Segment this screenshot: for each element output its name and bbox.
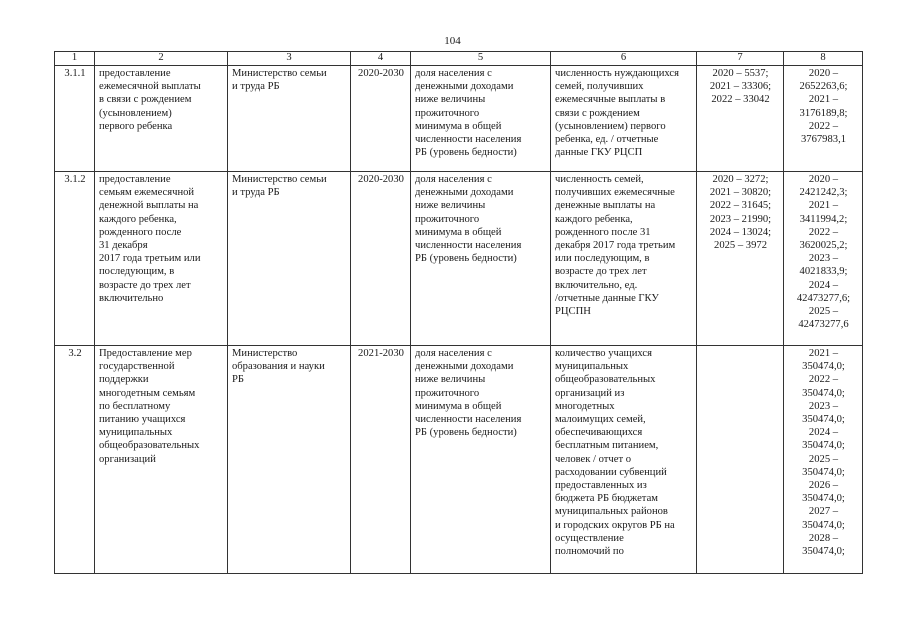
column-header: 5 bbox=[411, 52, 551, 66]
column-header: 7 bbox=[697, 52, 784, 66]
indicator-cell: доля населения с денежными доходами ниже величины прожиточного минимума в общей численности населения РБ (уровень бедности) bbox=[411, 346, 551, 574]
executor-cell: Министерство семьи и труда РБ bbox=[228, 66, 351, 172]
row-number-cell: 3.1.1 bbox=[55, 66, 95, 172]
period-cell: 2021-2030 bbox=[351, 346, 411, 574]
table-row bbox=[55, 66, 863, 172]
program-measures-table bbox=[54, 51, 863, 574]
target-values-cell: 2020 – 3272; 2021 – 30820; 2022 – 31645; 2023 – 21990; 2024 – 13024; 2025 – 3972 bbox=[697, 172, 784, 346]
table-row bbox=[55, 172, 863, 346]
column-header: 4 bbox=[351, 52, 411, 66]
funding-cell: 2020 – 2421242,3; 2021 – 3411994,2; 2022 – 3620025,2; 2023 – 4021833,9; 2024 – 42473277,6; 2025 – 42473277,6 bbox=[784, 172, 863, 346]
result-cell: численность семей, получивших ежемесячные денежные выплаты на каждого ребенка, рожденного после 31 декабря 2017 года третьим или последующим, в возрасте до трех лет включительно, ед. /отчетные данные ГКУ РЦСПН bbox=[551, 172, 697, 346]
column-header: 8 bbox=[784, 52, 863, 66]
period-cell: 2020-2030 bbox=[351, 66, 411, 172]
target-values-cell bbox=[697, 346, 784, 574]
column-header: 3 bbox=[228, 52, 351, 66]
indicator-cell: доля населения с денежными доходами ниже величины прожиточного минимума в общей численности населения РБ (уровень бедности) bbox=[411, 66, 551, 172]
target-values-cell: 2020 – 5537; 2021 – 33306; 2022 – 33042 bbox=[697, 66, 784, 172]
column-header: 1 bbox=[55, 52, 95, 66]
table-header-row bbox=[55, 52, 863, 66]
funding-cell: 2021 – 350474,0; 2022 – 350474,0; 2023 – 350474,0; 2024 – 350474,0; 2025 – 350474,0; 2026 – 350474,0; 2027 – 350474,0; 2028 – 350474,0; bbox=[784, 346, 863, 574]
row-number-cell: 3.2 bbox=[55, 346, 95, 574]
executor-cell: Министерство семьи и труда РБ bbox=[228, 172, 351, 346]
result-cell: количество учащихся муниципальных общеобразовательных организаций из многодетных малоимущих семей, обеспечивающихся бесплатным питанием, человек / отчет о расходовании субвенций предоставленных из бюджета РБ бюджетам муниципальных районов и городских округов РБ на осуществление полномочий по bbox=[551, 346, 697, 574]
table-row bbox=[55, 346, 863, 574]
executor-cell: Министерство образования и науки РБ bbox=[228, 346, 351, 574]
page-number: 104 bbox=[444, 35, 461, 47]
measure-cell: предоставление ежемесячной выплаты в связи с рождением (усыновлением) первого ребенка bbox=[95, 66, 228, 172]
indicator-cell: доля населения с денежными доходами ниже величины прожиточного минимума в общей численности населения РБ (уровень бедности) bbox=[411, 172, 551, 346]
measure-cell: Предоставление мер государственной поддержки многодетным семьям по бесплатному питанию учащихся муниципальных общеобразовательных организаций bbox=[95, 346, 228, 574]
row-number-cell: 3.1.2 bbox=[55, 172, 95, 346]
measure-cell: предоставление семьям ежемесячной денежной выплаты на каждого ребенка, рожденного после 31 декабря 2017 года третьим или последующим, в возрасте до трех лет включительно bbox=[95, 172, 228, 346]
result-cell: численность нуждающихся семей, получивших ежемесячные выплаты в связи с рождением (усыновлением) первого ребенка, ед. / отчетные данные ГКУ РЦСП bbox=[551, 66, 697, 172]
period-cell: 2020-2030 bbox=[351, 172, 411, 346]
column-header: 2 bbox=[95, 52, 228, 66]
column-header: 6 bbox=[551, 52, 697, 66]
funding-cell: 2020 – 2652263,6; 2021 – 3176189,8; 2022 – 3767983,1 bbox=[784, 66, 863, 172]
